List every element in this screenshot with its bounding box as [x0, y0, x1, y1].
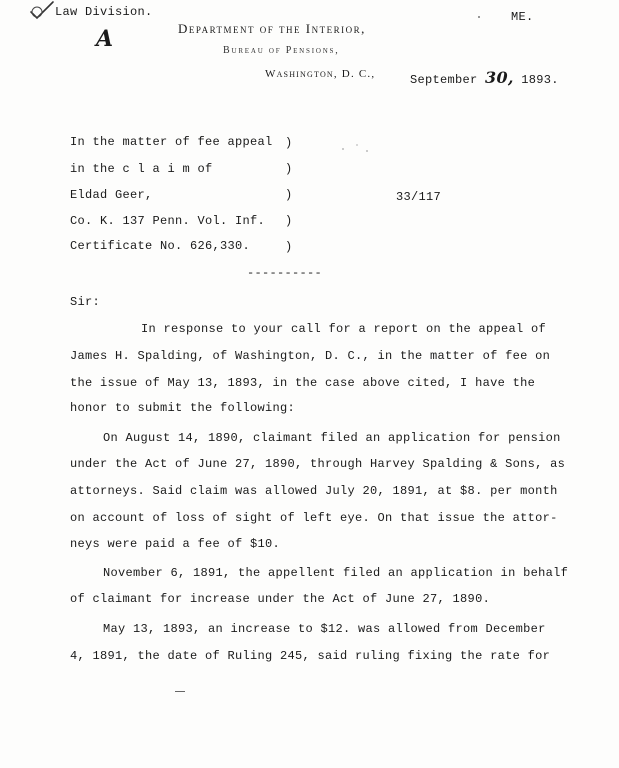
file-number: 33/117	[396, 190, 442, 204]
section-divider: ----------	[247, 266, 323, 280]
matter-paren: )	[285, 214, 293, 228]
initials-label: ME.	[511, 10, 534, 24]
date-day-handwritten: 30,	[485, 68, 514, 87]
body-line: 4, 1891, the date of Ruling 245, said ruling fixing the rate for	[70, 649, 551, 663]
matter-line: In the matter of fee appeal	[70, 135, 273, 149]
check-mark-icon	[28, 0, 56, 20]
body-line: James H. Spalding, of Washington, D. C., in the matter of fee on	[70, 349, 551, 363]
body-line: on account of loss of sight of left eye. On that issue the attor-	[70, 511, 558, 525]
stray-dash	[175, 691, 185, 692]
matter-line: Certificate No. 626,330.	[70, 239, 251, 253]
matter-paren: )	[285, 188, 293, 202]
date-line	[410, 68, 559, 87]
matter-paren: )	[285, 162, 293, 176]
matter-line: in the c l a i m of	[70, 162, 213, 176]
date-year: 1893.	[521, 73, 559, 87]
salutation: Sir:	[70, 295, 101, 309]
stray-mark	[342, 148, 344, 150]
body-line: under the Act of June 27, 1890, through Harvey Spalding & Sons, as	[70, 457, 566, 471]
handwritten-mark: A	[96, 26, 114, 52]
body-line: May 13, 1893, an increase to $12. was allowed from December	[103, 622, 546, 636]
body-line: the issue of May 13, 1893, in the case above cited, I have the	[70, 376, 536, 390]
bureau-title: Bureau of Pensions,	[223, 45, 340, 56]
stray-mark	[356, 144, 358, 146]
body-line: neys were paid a fee of $10.	[70, 537, 281, 551]
stray-mark	[366, 150, 368, 152]
law-division-label: Law Division.	[55, 5, 153, 19]
body-line: In response to your call for a report on the appeal of	[141, 322, 547, 336]
body-line: of claimant for increase under the Act of June 27, 1890.	[70, 592, 491, 606]
stray-mark	[478, 16, 480, 18]
body-line: attorneys. Said claim was allowed July 20, 1891, at $8. per month	[70, 484, 558, 498]
body-line: November 6, 1891, the appellent filed an application in behalf	[103, 566, 569, 580]
matter-paren: )	[285, 240, 293, 254]
location-label: Washington, D. C.,	[265, 68, 376, 80]
date-month: September	[410, 73, 478, 87]
department-title: Department of the Interior,	[178, 21, 366, 36]
body-line: honor to submit the following:	[70, 401, 296, 415]
body-line: On August 14, 1890, claimant filed an application for pension	[103, 431, 561, 445]
matter-line: Co. K. 137 Penn. Vol. Inf.	[70, 214, 266, 228]
matter-line: Eldad Geer,	[70, 188, 153, 202]
matter-paren: )	[285, 136, 293, 150]
